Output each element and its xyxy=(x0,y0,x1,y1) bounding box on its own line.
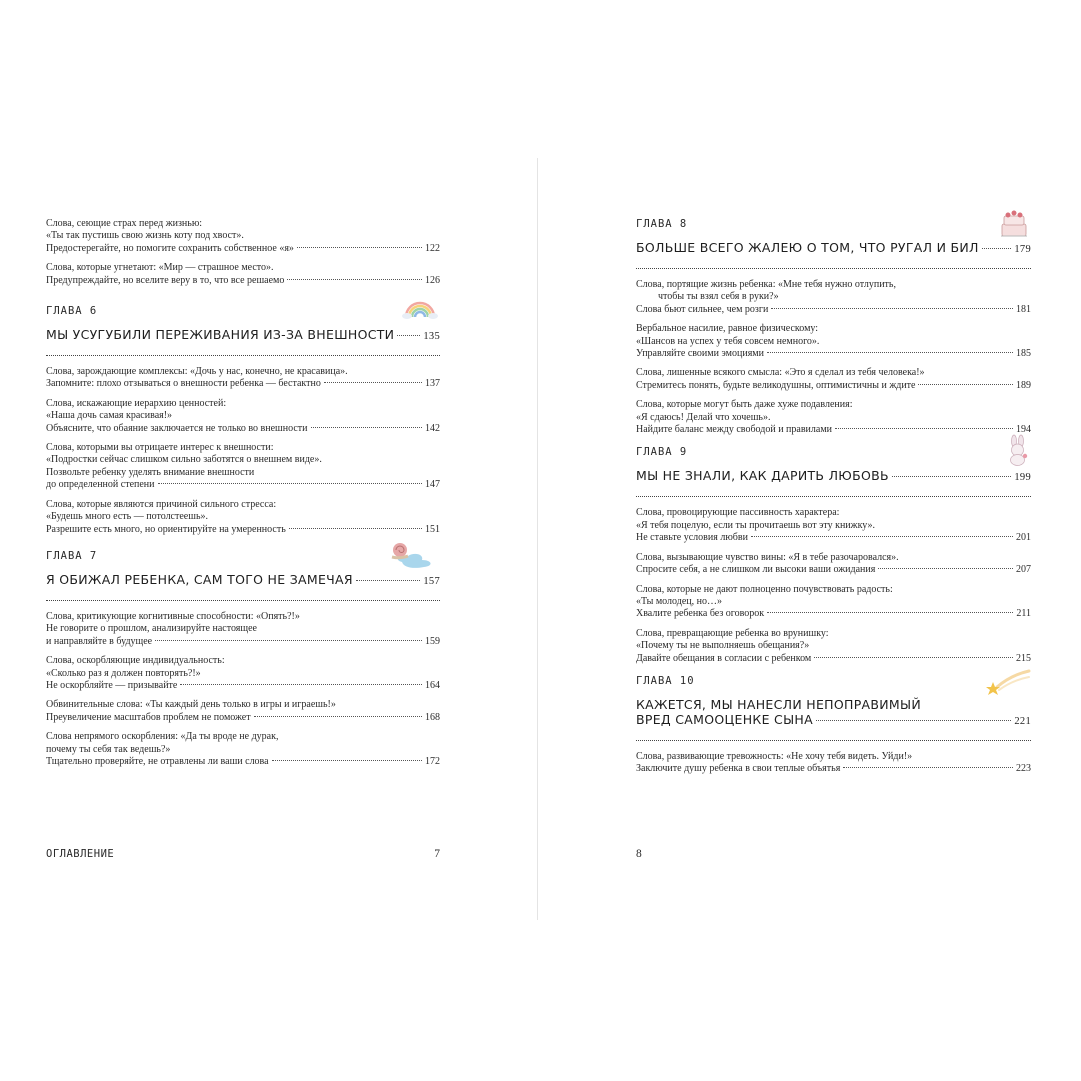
dot-leader xyxy=(767,612,1013,613)
entry-line: Слова, оскорбляющие индивидуальность: xyxy=(46,655,225,667)
dot-leader xyxy=(814,657,1013,658)
dot-leader xyxy=(397,335,420,336)
dot-leader xyxy=(816,720,1011,721)
dot-leader xyxy=(835,428,1013,429)
entry-line: Предупреждайте, но вселите веру в то, что все решаемо xyxy=(46,274,285,286)
entry-line: Не ставьте условия любви xyxy=(636,532,748,544)
entry-line: Вербальное насилие, равное физическому: xyxy=(636,323,819,335)
entry-line: Обвинительные слова: «Ты каждый день только в игры и играешь!» xyxy=(46,699,336,711)
toc-entry[interactable] xyxy=(636,751,1031,776)
entry-line: «Ты молодец, но…» xyxy=(636,595,722,607)
chapter-label: ГЛАВА 8 xyxy=(636,218,688,230)
entry-page-number: 172 xyxy=(425,755,440,767)
entry-line: Управляйте своими эмоциями xyxy=(636,348,764,360)
chapter-title: МЫ УСУГУБИЛИ ПЕРЕЖИВАНИЯ ИЗ-ЗА ВНЕШНОСТИ xyxy=(46,327,395,343)
chapter-page-number: 199 xyxy=(1014,472,1031,484)
chapter-heading-6[interactable] xyxy=(46,305,440,356)
chapter-label: ГЛАВА 10 xyxy=(636,674,695,687)
entry-line: Слова, сеющие страх перед жизнью: xyxy=(46,218,203,229)
dot-leader xyxy=(982,248,1012,249)
chapter-heading-7[interactable] xyxy=(46,550,440,601)
entry-line: Слова, искажающие иерархию ценностей: xyxy=(46,397,227,409)
entry-page-number: 142 xyxy=(425,422,440,434)
entry-line: Слова, лишенные всякого смысла: «Это я сделал из тебя человека!» xyxy=(636,367,925,379)
entry-line: Слова, критикующие когнитивные способности: «Опять?!» xyxy=(46,610,300,622)
chapter-heading-8[interactable] xyxy=(636,218,1031,269)
entry-line: Слова, которые являются причиной сильного стресса: xyxy=(46,498,277,510)
entry-line: Слова, которые угнетают: «Мир — страшное место». xyxy=(46,262,274,274)
dot-leader xyxy=(272,760,422,761)
toc-entry[interactable] xyxy=(46,366,440,391)
entries-top xyxy=(46,218,440,287)
entry-page-number: 223 xyxy=(1016,763,1031,775)
chapter-label: ГЛАВА 6 xyxy=(46,305,98,318)
cake-illustration xyxy=(997,206,1031,240)
chapter-title-line-2: ВРЕД САМООЦЕНКЕ СЫНА xyxy=(636,711,813,727)
page-number: 8 xyxy=(636,848,642,860)
toc-entry[interactable] xyxy=(636,279,1031,316)
chapter-7-entries xyxy=(46,611,440,768)
entry-page-number: 164 xyxy=(425,679,440,691)
toc-entry[interactable] xyxy=(636,367,1031,392)
dot-leader xyxy=(155,640,422,641)
entry-line: Запомните: плохо отзываться о внешности ребенка — бестактно xyxy=(46,378,321,390)
entry-page-number: 151 xyxy=(425,523,440,535)
entry-line: Слова, которые могут быть даже хуже подавления: xyxy=(636,399,853,411)
entry-line: Слова, зарождающие комплексы: «Дочь у нас, конечно, не красавица». xyxy=(46,366,348,378)
toc-entry[interactable] xyxy=(636,323,1031,360)
entry-line: Объясните, что обаяние заключается не только во внешности xyxy=(46,422,308,434)
dot-leader xyxy=(843,767,1013,768)
chapter-8-entries xyxy=(636,279,1031,436)
entry-line: Преувеличение масштабов проблем не поможет xyxy=(46,711,251,723)
entry-line: «Ты так пустишь свою жизнь коту под хвост». xyxy=(46,230,244,242)
chapter-label: ГЛАВА 9 xyxy=(636,446,688,459)
entry-line: Слова, которыми вы отрицаете интерес к внешности: xyxy=(46,442,274,454)
dot-leader xyxy=(311,427,422,428)
entry-line: чтобы ты взял себя в руки?» xyxy=(658,291,779,303)
chapter-10-entries xyxy=(636,751,1031,776)
dot-leader xyxy=(751,536,1013,537)
running-footer-label: ОГЛАВЛЕНИЕ xyxy=(46,848,115,860)
entry-line: Слова непрямого оскорбления: «Да ты вроде не дурак, xyxy=(46,731,279,743)
entry-line: Найдите баланс между свободой и правилами xyxy=(636,424,833,436)
entry-page-number: 122 xyxy=(425,242,440,254)
left-page xyxy=(46,218,440,775)
entry-page-number: 181 xyxy=(1016,303,1031,315)
page-gutter xyxy=(537,158,538,920)
entry-page-number: 147 xyxy=(425,479,440,491)
entry-page-number: 126 xyxy=(425,274,440,286)
dot-leader xyxy=(287,279,422,280)
toc-entry[interactable] xyxy=(636,552,1031,577)
toc-entry[interactable] xyxy=(636,399,1031,436)
entry-line: Слова, которые не дают полноценно почувствовать радость: xyxy=(636,583,893,595)
left-footer xyxy=(46,848,440,860)
right-page xyxy=(636,218,1031,783)
chapter-title: МЫ НЕ ЗНАЛИ, КАК ДАРИТЬ ЛЮБОВЬ xyxy=(636,468,889,484)
entry-line: Слова, развивающие тревожность: «Не хочу тебя видеть. Уйди!» xyxy=(636,750,913,762)
toc-entry[interactable] xyxy=(636,584,1031,621)
dot-leader xyxy=(771,308,1013,309)
entry-line: Не говорите о прошлом, анализируйте настоящее xyxy=(46,623,257,635)
chapter-title-line-1: КАЖЕТСЯ, МЫ НАНЕСЛИ НЕПОПРАВИМЫЙ xyxy=(636,696,921,712)
shooting-star-illustration xyxy=(983,669,1031,697)
entry-line: «Сколько раз я должен повторять?!» xyxy=(46,667,201,679)
entry-line: «Я тебя поцелую, если ты прочитаешь вот эту книжку». xyxy=(636,519,876,531)
chapter-page-number: 221 xyxy=(1014,715,1031,727)
toc-entry[interactable] xyxy=(46,611,440,648)
entry-line: «Будешь много есть — потолстеешь». xyxy=(46,511,209,523)
entry-line: Позвольте ребенку уделять внимание внешности xyxy=(46,466,255,478)
toc-entry[interactable] xyxy=(636,628,1031,665)
dot-leader xyxy=(289,528,422,529)
entry-line: Тщательно проверяйте, не отравлены ли ваши слова xyxy=(46,755,269,767)
bunny-illustration xyxy=(1005,434,1031,466)
entry-page-number: 201 xyxy=(1016,532,1031,544)
entry-line: Заключите душу ребенка в свои теплые объятья xyxy=(636,763,841,775)
page-number: 7 xyxy=(434,848,440,860)
toc-entry[interactable] xyxy=(46,218,440,255)
entry-line: Слова бьют сильнее, чем розги xyxy=(636,303,769,315)
chapter-heading-10[interactable] xyxy=(636,675,1031,741)
entry-line: «Почему ты не выполняешь обещания?» xyxy=(636,640,810,652)
entry-page-number: 211 xyxy=(1016,608,1031,620)
entry-line: «Я сдаюсь! Делай что хочешь». xyxy=(636,411,771,423)
dot-leader xyxy=(918,384,1013,385)
entry-line: «Подростки сейчас слишком сильно заботятся о внешнем виде». xyxy=(46,454,322,466)
dot-leader xyxy=(297,247,422,248)
dot-leader xyxy=(878,568,1013,569)
entry-page-number: 189 xyxy=(1016,379,1031,391)
entry-page-number: 194 xyxy=(1016,424,1031,436)
chapter-title: Я ОБИЖАЛ РЕБЕНКА, САМ ТОГО НЕ ЗАМЕЧАЯ xyxy=(46,571,353,587)
toc-entry[interactable] xyxy=(46,731,440,768)
entry-line: Разрешите есть много, но ориентируйте на умеренность xyxy=(46,523,286,535)
entry-page-number: 215 xyxy=(1016,652,1031,664)
entry-line: Стремитесь понять, будьте великодушны, оптимистичны и ждите xyxy=(636,379,916,391)
chapter-6-entries xyxy=(46,366,440,536)
entry-line: до определенной степени xyxy=(46,479,155,491)
entry-page-number: 207 xyxy=(1016,564,1031,576)
chapter-heading-9[interactable] xyxy=(636,446,1031,497)
dot-leader xyxy=(180,684,422,685)
rainbow-illustration xyxy=(400,297,440,319)
entry-page-number: 137 xyxy=(425,378,440,390)
entry-line: Слова, провоцирующие пассивность характера: xyxy=(636,507,840,519)
entry-line: Давайте обещания в согласии с ребенком xyxy=(636,652,812,664)
entry-line: Предостерегайте, но помогите сохранить собственное «я» xyxy=(46,242,294,254)
toc-entry[interactable] xyxy=(46,655,440,692)
entry-line: «Наша дочь самая красивая!» xyxy=(46,410,173,422)
snail-puddle-illustration xyxy=(384,540,440,570)
toc-entry[interactable] xyxy=(46,398,440,435)
toc-entry[interactable] xyxy=(46,262,440,287)
dot-leader xyxy=(324,382,422,383)
entry-line: Слова, превращающие ребенка во врунишку: xyxy=(636,627,829,639)
entry-line: «Шансов на успех у тебя совсем немного». xyxy=(636,335,820,347)
entry-page-number: 185 xyxy=(1016,348,1031,360)
entry-line: Слова, портящие жизнь ребенка: «Мне тебя нужно отлупить, xyxy=(636,279,896,290)
entry-line: Не оскорбляйте — призывайте xyxy=(46,679,178,691)
dot-leader xyxy=(158,483,423,484)
dot-leader xyxy=(767,352,1013,353)
toc-entry[interactable] xyxy=(46,442,440,492)
entry-line: Спросите себя, а не слишком ли высоки ваши ожидания xyxy=(636,564,876,576)
chapter-page-number: 179 xyxy=(1014,244,1031,255)
entry-page-number: 159 xyxy=(425,635,440,647)
dot-leader xyxy=(254,716,422,717)
dot-leader xyxy=(892,476,1012,477)
toc-entry[interactable] xyxy=(46,699,440,724)
entry-line: Хвалите ребенка без оговорок xyxy=(636,608,765,620)
entry-line: и направляйте в будущее xyxy=(46,635,153,647)
chapter-title: БОЛЬШЕ ВСЕГО ЖАЛЕЮ О ТОМ, ЧТО РУГАЛ И БИЛ xyxy=(636,240,979,255)
chapter-label: ГЛАВА 7 xyxy=(46,549,98,562)
chapter-page-number: 157 xyxy=(423,575,440,587)
toc-entry[interactable] xyxy=(636,507,1031,544)
toc-entry[interactable] xyxy=(46,499,440,536)
entry-page-number: 168 xyxy=(425,711,440,723)
entry-line: почему ты себя так ведешь?» xyxy=(46,743,171,755)
dot-leader xyxy=(356,580,420,581)
entry-line: Слова, вызывающие чувство вины: «Я в тебе разочаровался». xyxy=(636,551,899,563)
right-footer xyxy=(636,848,642,860)
chapter-page-number: 135 xyxy=(423,331,440,343)
chapter-9-entries xyxy=(636,507,1031,664)
